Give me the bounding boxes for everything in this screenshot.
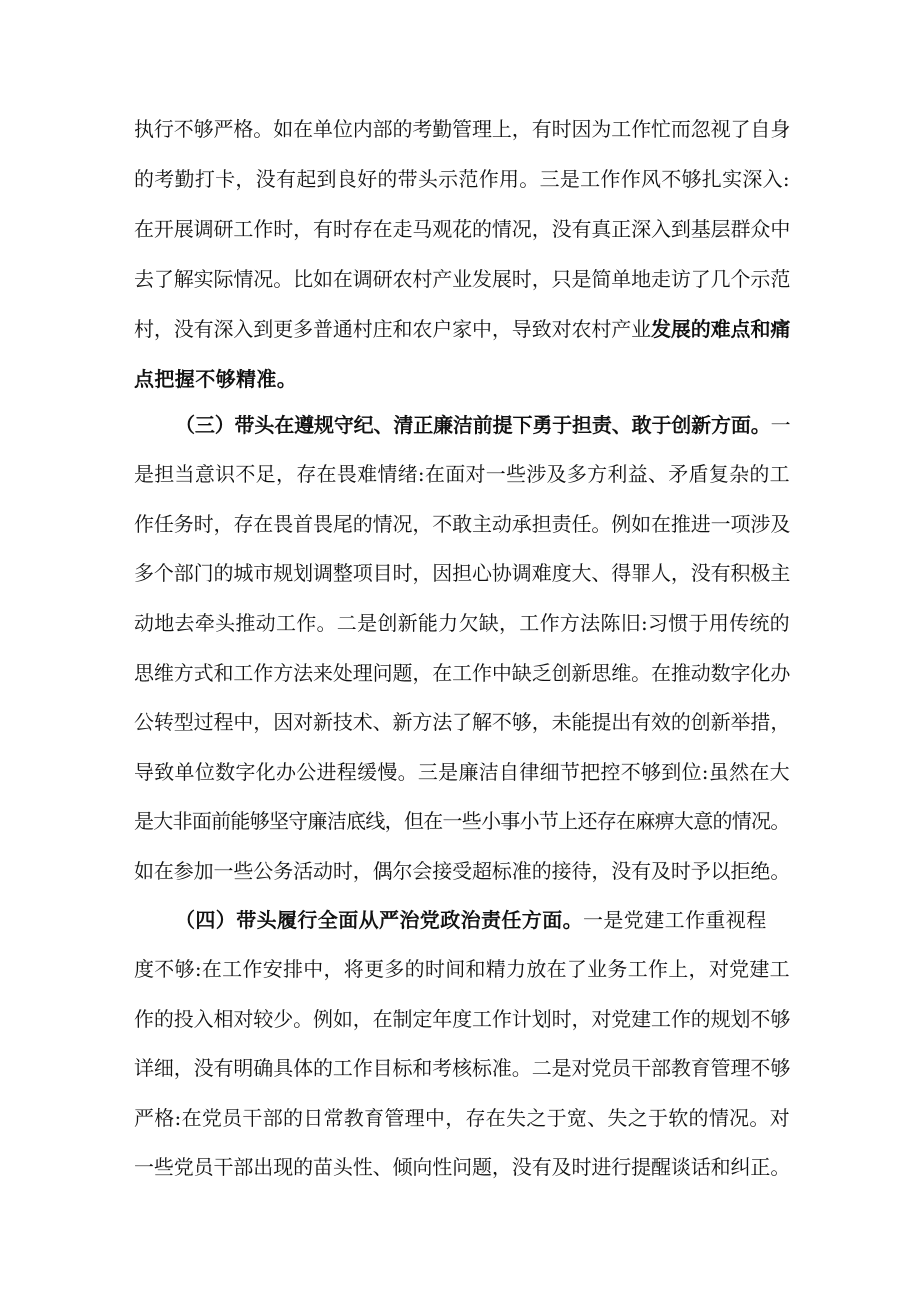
- paragraph-line: [134, 1152, 790, 1182]
- line-text: 严格:在党员干部的日常教育管理中，存在失之于宽、失之于软的情况。对: [134, 1106, 790, 1130]
- paragraph-line: [134, 164, 790, 194]
- line-text: 作的投入相对较少。例如，在制定年度工作计划时，对党建工作的规划不够: [134, 1007, 791, 1031]
- paragraph-line: [134, 1004, 790, 1034]
- line-text: 执行不够严格。如在单位内部的考勤管理上，有时因为工作忙而忽视了自身: [134, 117, 791, 141]
- paragraph-line: [134, 114, 790, 144]
- paragraph-line: [134, 806, 790, 836]
- line-text: 去了解实际情况。比如在调研农村产业发展时，只是简单地走访了几个示范: [134, 267, 791, 291]
- paragraph-line: [134, 658, 790, 688]
- line-text: 村，没有深入到更多普通村庄和农户家中，导致对农村产业: [134, 317, 652, 341]
- paragraph-line: [134, 459, 790, 489]
- line-text: 如在参加一些公务活动时，偶尔会接受超标准的接待，没有及时予以拒绝。: [134, 859, 791, 883]
- line-text: 一是党建工作重视程: [583, 908, 767, 932]
- line-bold-text: 发展的难点和痛: [651, 317, 791, 341]
- section-four-heading: （四）带头履行全面从严治党政治责任方面。: [175, 908, 583, 932]
- line-text: 详细，没有明确具体的工作目标和考核标准。二是对党员干部教育管理不够: [134, 1056, 791, 1080]
- paragraph-line: [134, 264, 790, 294]
- paragraph-line: [134, 214, 790, 244]
- paragraph-line: [134, 314, 790, 344]
- section-three-heading: （三）带头在遵规守纪、清正廉洁前提下勇于担责、敢于创新方面。: [175, 413, 771, 437]
- section-heading-line: [175, 905, 767, 935]
- line-text: 一些党员干部出现的苗头性、倾向性问题，没有及时进行提醒谈话和纠正。: [134, 1155, 791, 1179]
- line-text: 是大非面前能够坚守廉洁底线，但在一些小事小节上还存在麻痹大意的情况。: [134, 809, 790, 833]
- paragraph-line: [134, 509, 790, 539]
- line-text: 思维方式和工作方法来处理问题，在工作中缺乏创新思维。在推动数字化办: [134, 661, 791, 685]
- line-text: 度不够:在工作安排中，将更多的时间和精力放在了业务工作上，对党建工: [134, 957, 790, 981]
- line-text: 导致单位数字化办公进程缓慢。三是廉洁自律细节把控不够到位:虽然在大: [134, 760, 790, 784]
- line-bold-text: 点把握不够精准。: [134, 367, 298, 391]
- line-text: 动地去牵头推动工作。二是创新能力欠缺，工作方法陈旧:习惯于用传统的: [134, 611, 790, 635]
- paragraph-line: [134, 1053, 790, 1083]
- paragraph-line: [134, 608, 790, 638]
- line-text: 在开展调研工作时，有时存在走马观花的情况，没有真正深入到基层群众中: [134, 217, 791, 241]
- line-text: 多个部门的城市规划调整项目时，因担心协调难度大、得罪人，没有积极主: [134, 561, 791, 585]
- paragraph-line: [134, 558, 790, 588]
- paragraph-line: [134, 954, 790, 984]
- paragraph-line: [134, 1103, 790, 1133]
- line-text: 作任务时，存在畏首畏尾的情况，不敢主动承担责任。例如在推进一项涉及: [134, 512, 791, 536]
- paragraph-line: [134, 707, 790, 737]
- line-text: 一: [770, 413, 791, 437]
- paragraph-line: [134, 364, 297, 394]
- line-text: 的考勤打卡，没有起到良好的带头示范作用。三是工作作风不够扎实深入:: [134, 167, 790, 191]
- line-text: 公转型过程中，因对新技术、新方法了解不够，未能提出有效的创新举措，: [134, 710, 791, 734]
- section-heading-line: [175, 410, 790, 440]
- line-text: 是担当意识不足，存在畏难情绪:在面对一些涉及多方利益、矛盾复杂的工: [134, 462, 790, 486]
- paragraph-line: [134, 757, 790, 787]
- paragraph-line: [134, 856, 790, 886]
